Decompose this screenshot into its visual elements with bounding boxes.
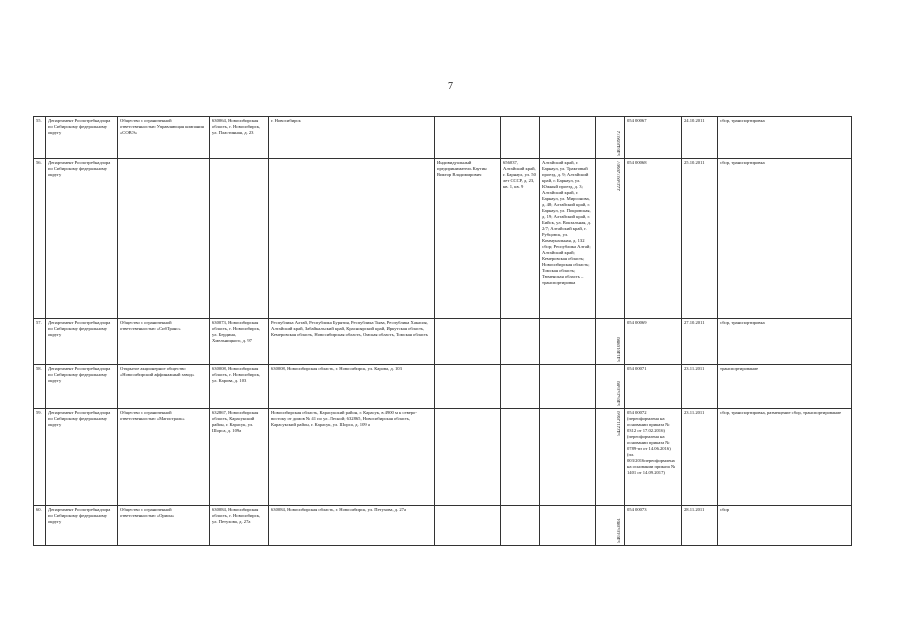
row-number-cell: 56. — [34, 159, 46, 319]
entrepreneur-territory-cell — [540, 117, 596, 159]
activity-type-cell: сбор — [718, 506, 852, 546]
entrepreneur-name-cell: Индивидуальный предприниматель Каутин Виктор Владимирович — [435, 159, 501, 319]
inn-value: 5405253580 — [617, 381, 622, 406]
organization-address-cell: 630073, Новосибирская область, г. Новосибирск, ул. Бердина, Хмельницкого, д. 97 — [210, 319, 269, 365]
license-number-cell: 054 00068 — [625, 159, 682, 319]
table-row — [34, 117, 852, 159]
license-number-cell: 054 00071 — [625, 365, 682, 409]
inn-cell — [596, 409, 625, 506]
organization-name-cell: Открытое акционерное общество «Новосибирский аффинажный завод» — [118, 365, 210, 409]
organization-address-cell: 630008, Новосибирская область, г. Новосибирск, ул. Карова, д. 103 — [210, 365, 269, 409]
entrepreneur-territory-cell — [540, 319, 596, 365]
inn-cell — [596, 319, 625, 365]
entrepreneur-name-cell — [435, 506, 501, 546]
license-date-cell: 24.10.2011 — [682, 117, 718, 159]
licensing-authority-cell: Департамент Роспотребнадзора по Сибирскому федеральному округу — [46, 319, 118, 365]
inn-value: 5414010880 — [617, 337, 622, 362]
inn-value: 5404209072 — [617, 131, 622, 156]
license-date-cell: 27.10.2011 — [682, 319, 718, 365]
licensing-authority-cell: Департамент Роспотребнадзора по Сибирскому федеральному округу — [46, 506, 118, 546]
organization-territory-cell: 630008, Новосибирская область, г. Новосибирск, ул. Карова, д. 103 — [269, 365, 435, 409]
inn-cell — [596, 365, 625, 409]
organization-address-cell: 632867, Новосибирская область, Карасукский район, г. Карасук, ул. Шорса, д. 109а — [210, 409, 269, 506]
entrepreneur-name-cell — [435, 409, 501, 506]
organization-territory-cell: Новосибирская область, Карасукский район, г. Карасук, в 4900 м к северо-востоку от домов № 41 по ул. Лесной; 632865, Новосибирская область, Карасукский район, г. Карасук, ул. Шорса, д. 109 а — [269, 409, 435, 506]
organization-territory-cell: Республика Алтай, Республика Бурятия, Республика Тыва, Республика Хакасия, Алтайский край, Забайкальский край, Красноярский край, Иркутская область, Кемеровская область, Новосибирская область, Омская область, Томская область — [269, 319, 435, 365]
entrepreneur-address-cell — [501, 506, 540, 546]
licensing-authority-cell: Департамент Роспотребнадзора по Сибирскому федеральному округу — [46, 117, 118, 159]
organization-name-cell: Общество с ограниченной ответственностью Управляющая компания «СОВЭ» — [118, 117, 210, 159]
entrepreneur-address-cell — [501, 117, 540, 159]
row-number-cell: 59. — [34, 409, 46, 506]
inn-cell — [596, 159, 625, 319]
entrepreneur-address-cell: 656037, Алтайский край, г. Барнаул, ул. 50 лет СССР, д. 23, кв. 1, кв. 9 — [501, 159, 540, 319]
license-date-cell: 23.11.2011 — [682, 365, 718, 409]
inn-value: 5403353861 — [617, 518, 622, 543]
license-number-cell: 054 00072 (переоформлена на основании приказа № 0312 от 17.02.2016) (переоформлена на основании приказа № 0789-пз от 14.06.2016) (пл. 003/2016переоформлена на основании приказа № 1401 от 14.09.2017) — [625, 409, 682, 506]
table-row — [34, 319, 852, 365]
activity-type-cell: сбор, транспортировка — [718, 159, 852, 319]
organization-territory-cell — [269, 159, 435, 319]
activity-type-cell: сбор, транспортировка — [718, 117, 852, 159]
entrepreneur-territory-cell: Алтайский край, г. Барнаул, ул. Трактовый проезд, д. 9; Алтайский край, г. Барнаул, ул. Южный проезд, д. 3; Алтайский край, г. Барнаул, ул. Мирсонова, д. 48; Алтайский край, г. Барнаул, ул. Покровская, д. 19; Алтайский край, г. Бийск, ул. Вокзальная, д. 2/7; Алтайский край, г. Рубцовск, ул. Коммунальная, д. 132 сбор; Республика Алтай; Алтайский край; Кемеровская область; Новосибирская область; Томская область; Тюменская область – транспортировка — [540, 159, 596, 319]
inn-value: 5422112650 — [617, 411, 622, 436]
activity-type-cell: сбор, транспортировка — [718, 319, 852, 365]
inn-value: 222500720607 — [617, 161, 622, 191]
organization-address-cell — [210, 159, 269, 319]
organization-territory-cell: 630084, Новосибирская область, г. Новосибирск, ул. Петухова, д. 27а — [269, 506, 435, 546]
licensing-authority-cell: Департамент Роспотребнадзора по Сибирскому федеральному округу — [46, 159, 118, 319]
entrepreneur-name-cell — [435, 365, 501, 409]
row-number-cell: 60. — [34, 506, 46, 546]
license-date-cell: 25.10.2011 — [682, 159, 718, 319]
license-date-cell: 28.11.2011 — [682, 506, 718, 546]
organization-address-cell: 630064, Новосибирская область, г. Новосибирск, ул. Пластинная, д. 23 — [210, 117, 269, 159]
entrepreneur-territory-cell — [540, 409, 596, 506]
table-row — [34, 506, 852, 546]
organization-territory-cell: г. Новосибирск — [269, 117, 435, 159]
entrepreneur-territory-cell — [540, 365, 596, 409]
table-row — [34, 365, 852, 409]
row-number-cell: 58. — [34, 365, 46, 409]
table-row — [34, 409, 852, 506]
license-number-cell: 054 00073 — [625, 506, 682, 546]
table-row — [34, 159, 852, 319]
licensing-authority-cell: Департамент Роспотребнадзора по Сибирскому федеральному округу — [46, 409, 118, 506]
license-registry-table — [33, 116, 852, 546]
activity-type-cell: сбор, транспортировка, размещение сбор, транспортирование — [718, 409, 852, 506]
entrepreneur-name-cell — [435, 117, 501, 159]
entrepreneur-address-cell — [501, 409, 540, 506]
row-number-cell: 57. — [34, 319, 46, 365]
organization-name-cell — [118, 159, 210, 319]
page-number: 7 — [448, 81, 453, 92]
organization-name-cell: Общество с ограниченной ответственностью «Магистраль» — [118, 409, 210, 506]
inn-cell — [596, 506, 625, 546]
license-date-cell: 23.11.2011 — [682, 409, 718, 506]
activity-type-cell: транспортирование — [718, 365, 852, 409]
license-number-cell: 054 00069 — [625, 319, 682, 365]
entrepreneur-address-cell — [501, 319, 540, 365]
entrepreneur-name-cell — [435, 319, 501, 365]
row-number-cell: 55. — [34, 117, 46, 159]
licensing-authority-cell: Департамент Роспотребнадзора по Сибирскому федеральному округу — [46, 365, 118, 409]
license-number-cell: 054 00067 — [625, 117, 682, 159]
organization-name-cell: Общество с ограниченной ответственностью «Орион» — [118, 506, 210, 546]
organization-name-cell: Общество с ограниченной ответственностью «СибТранс» — [118, 319, 210, 365]
entrepreneur-address-cell — [501, 365, 540, 409]
organization-address-cell: 630084, Новосибирская область, г. Новосибирск, ул. Петухова, д. 27а — [210, 506, 269, 546]
entrepreneur-territory-cell — [540, 506, 596, 546]
inn-cell — [596, 117, 625, 159]
